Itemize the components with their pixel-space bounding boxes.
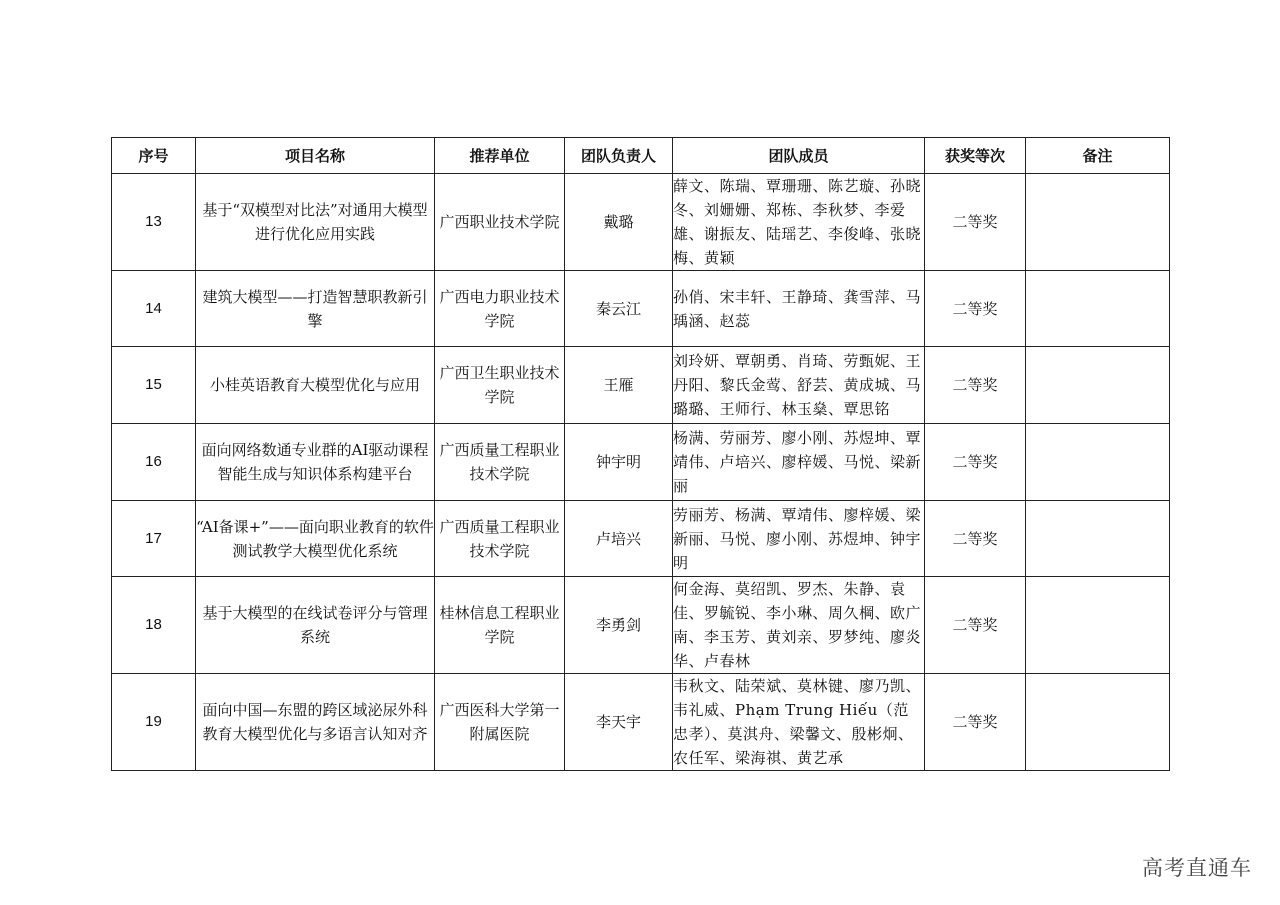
award-table (111, 137, 1170, 771)
cell-leader: 王雁 (565, 347, 673, 424)
cell-unit: 广西医科大学第一附属医院 (435, 674, 565, 771)
cell-unit: 广西质量工程职业技术学院 (435, 501, 565, 577)
cell-members: 杨满、劳丽芳、廖小刚、苏煜坤、覃靖伟、卢培兴、廖梓媛、马悦、梁新丽 (673, 424, 925, 501)
cell-note (1026, 674, 1170, 771)
cell-seq: 19 (112, 674, 196, 771)
cell-project: 基于大模型的在线试卷评分与管理系统 (196, 577, 435, 674)
cell-note (1026, 577, 1170, 674)
cell-members: 刘玲妍、覃朝勇、肖琦、劳甄妮、王丹阳、黎氏金莺、舒芸、黄成城、马璐璐、王师行、林玉燊、覃思铭 (673, 347, 925, 424)
cell-members: 劳丽芳、杨满、覃靖伟、廖梓媛、梁新丽、马悦、廖小刚、苏煜坤、钟宇明 (673, 501, 925, 577)
cell-leader: 卢培兴 (565, 501, 673, 577)
header-note: 备注 (1026, 138, 1170, 174)
cell-project: 面向网络数通专业群的AI驱动课程智能生成与知识体系构建平台 (196, 424, 435, 501)
cell-seq: 17 (112, 501, 196, 577)
table-row (112, 271, 1170, 347)
cell-seq: 14 (112, 271, 196, 347)
header-project: 项目名称 (196, 138, 435, 174)
cell-leader: 李勇剑 (565, 577, 673, 674)
cell-note (1026, 174, 1170, 271)
cell-leader: 钟宇明 (565, 424, 673, 501)
cell-award: 二等奖 (925, 347, 1026, 424)
header-seq: 序号 (112, 138, 196, 174)
cell-project: 面向中国—东盟的跨区域泌尿外科教育大模型优化与多语言认知对齐 (196, 674, 435, 771)
cell-unit: 广西质量工程职业技术学院 (435, 424, 565, 501)
cell-note (1026, 271, 1170, 347)
table-row (112, 674, 1170, 771)
header-unit: 推荐单位 (435, 138, 565, 174)
header-award: 获奖等次 (925, 138, 1026, 174)
table-row (112, 501, 1170, 577)
cell-seq: 13 (112, 174, 196, 271)
table-body (112, 174, 1170, 771)
table-row (112, 577, 1170, 674)
cell-members: 韦秋文、陆荣斌、莫林键、廖乃凯、韦礼威、Phạm Trung Hiếu（范忠孝）、莫淇舟、梁馨文、殷彬炯、农任军、梁海祺、黄艺承 (673, 674, 925, 771)
cell-award: 二等奖 (925, 174, 1026, 271)
cell-members: 孙俏、宋丰轩、王静琦、龚雪萍、马瑀涵、赵蕊 (673, 271, 925, 347)
cell-note (1026, 424, 1170, 501)
cell-award: 二等奖 (925, 674, 1026, 771)
cell-members: 薛文、陈瑞、覃珊珊、陈艺璇、孙晓冬、刘姗姗、郑栋、李秋梦、李爱雄、谢振友、陆瑶艺、李俊峰、张晓梅、黄颖 (673, 174, 925, 271)
cell-project: “AI备课+”——面向职业教育的软件测试教学大模型优化系统 (196, 501, 435, 577)
cell-leader: 李天宇 (565, 674, 673, 771)
cell-project: 建筑大模型——打造智慧职教新引擎 (196, 271, 435, 347)
cell-note (1026, 347, 1170, 424)
watermark-text: 高考直通车 (1142, 856, 1252, 880)
cell-note (1026, 501, 1170, 577)
cell-unit: 广西电力职业技术学院 (435, 271, 565, 347)
cell-seq: 15 (112, 347, 196, 424)
cell-award: 二等奖 (925, 424, 1026, 501)
table-header (112, 138, 1170, 174)
header-leader: 团队负责人 (565, 138, 673, 174)
cell-members: 何金海、莫绍凯、罗杰、朱静、袁佳、罗毓锐、李小琳、周久棡、欧广南、李玉芳、黄刘亲、罗梦纯、廖炎华、卢春林 (673, 577, 925, 674)
header-members: 团队成员 (673, 138, 925, 174)
cell-award: 二等奖 (925, 577, 1026, 674)
cell-seq: 16 (112, 424, 196, 501)
cell-award: 二等奖 (925, 271, 1026, 347)
cell-seq: 18 (112, 577, 196, 674)
table-row (112, 347, 1170, 424)
cell-leader: 戴璐 (565, 174, 673, 271)
cell-leader: 秦云江 (565, 271, 673, 347)
table-row (112, 424, 1170, 501)
cell-unit: 广西卫生职业技术学院 (435, 347, 565, 424)
table-row (112, 174, 1170, 271)
cell-unit: 桂林信息工程职业学院 (435, 577, 565, 674)
header-row (112, 138, 1170, 174)
cell-project: 基于“双模型对比法”对通用大模型进行优化应用实践 (196, 174, 435, 271)
cell-project: 小桂英语教育大模型优化与应用 (196, 347, 435, 424)
cell-award: 二等奖 (925, 501, 1026, 577)
cell-unit: 广西职业技术学院 (435, 174, 565, 271)
